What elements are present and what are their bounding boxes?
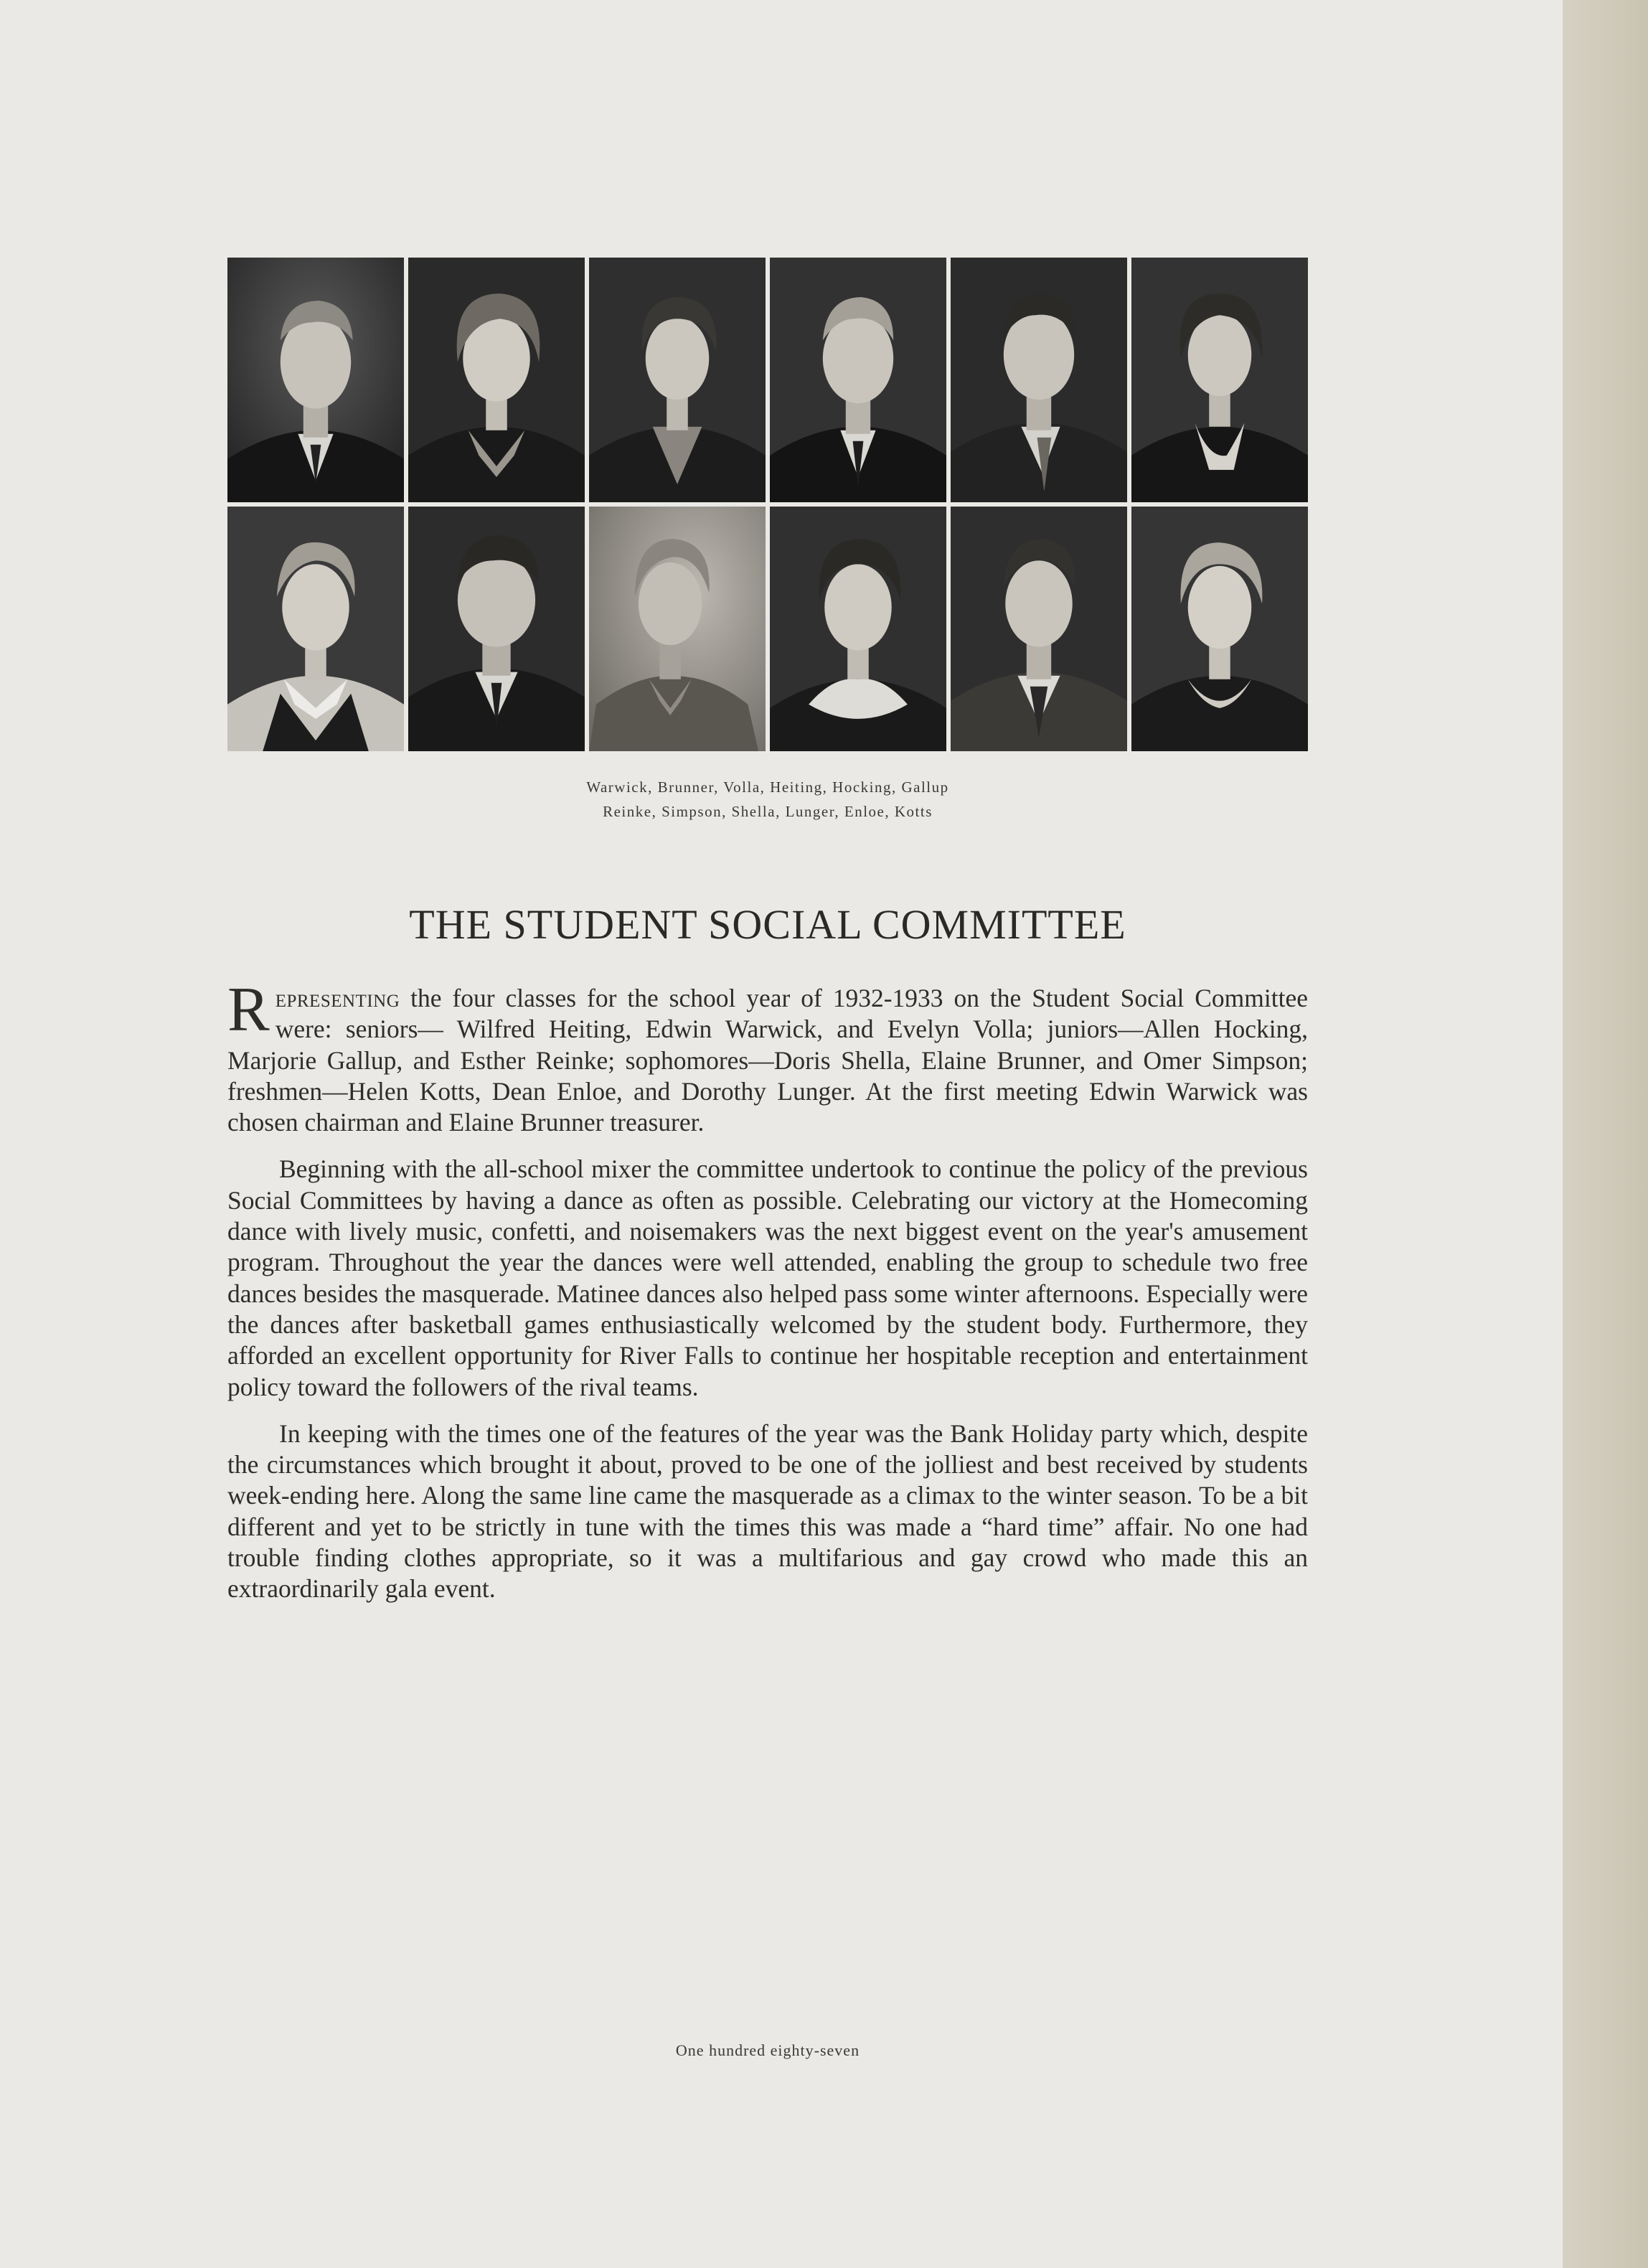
page-title: THE STUDENT SOCIAL COMMITTEE	[409, 901, 1126, 948]
photo-caption	[227, 775, 1308, 824]
portrait-warwick	[227, 258, 404, 502]
portrait-hocking	[951, 258, 1127, 502]
caption-row-2: Reinke, Simpson, Shella, Lunger, Enloe, Kotts	[603, 803, 933, 820]
portrait-shella	[589, 507, 766, 751]
page-edge	[1563, 0, 1648, 2268]
portrait-lunger	[770, 507, 946, 751]
paragraph-1	[227, 975, 1308, 1138]
portrait-brunner	[408, 258, 585, 502]
portrait-enloe	[951, 507, 1127, 751]
portrait-gallup	[1131, 258, 1308, 502]
drop-cap: R	[227, 975, 270, 1045]
lead-word: epresenting	[275, 984, 400, 1012]
paragraph-2: Beginning with the all-school mixer the committee undertook to continue the policy of the previous Social Committees by having a dance as often as possible. Celebrating our victory at the Homecoming dance with lively music, confetti, and noisemakers was the next biggest event on the year's amusement program. Throughout the year the dances were well attended, enabling the group to schedule two free dances besides the masquerade. Matinee dances also helped pass some winter afternoons. Especially were the dances after basketball games enthusiastically welcomed by the student body. Furthermore, they afforded an excellent opportunity for River Falls to continue her hospitable reception and entertainment policy toward the followers of the rival teams.	[227, 1154, 1308, 1401]
portrait-heiting	[770, 258, 946, 502]
portrait-simpson	[408, 507, 585, 751]
portrait-reinke	[227, 507, 404, 751]
portrait-volla	[589, 258, 766, 502]
caption-row-1: Warwick, Brunner, Volla, Heiting, Hocking, Gallup	[586, 778, 949, 796]
page-number: One hundred eighty-seven	[675, 2041, 860, 2059]
committee-photo-grid	[227, 258, 1308, 751]
article-body	[227, 975, 1308, 1621]
paragraph-1-text: the four classes for the school year of 1932-1933 on the Student Social Committee were: seniors— Wilfred Heiting, Edwin Warwick, and Evelyn Volla; juniors—Allen Hocking, Marjorie Gallup, and Esther Reinke; sophomores—Doris Shella, Elaine Brunner, and Omer Simpson; freshmen—Helen Kotts, Dean Enloe, and Dorothy Lunger. At the first meeting Edwin Warwick was chosen chairman and Elaine Brunner treasurer.	[227, 984, 1308, 1137]
paragraph-3: In keeping with the times one of the features of the year was the Bank Holiday party which, despite the circumstances which brought it about, proved to be one of the jolliest and best received by students week-ending here. Along the same line came the masquerade as a climax to the winter season. To be a bit different and yet to be strictly in tune with the times this was made a “hard time” affair. No one had trouble finding clothes appropriate, so it was a multifarious and gay crowd who made this an extraordinarily gala event.	[227, 1418, 1308, 1604]
portrait-kotts	[1131, 507, 1308, 751]
